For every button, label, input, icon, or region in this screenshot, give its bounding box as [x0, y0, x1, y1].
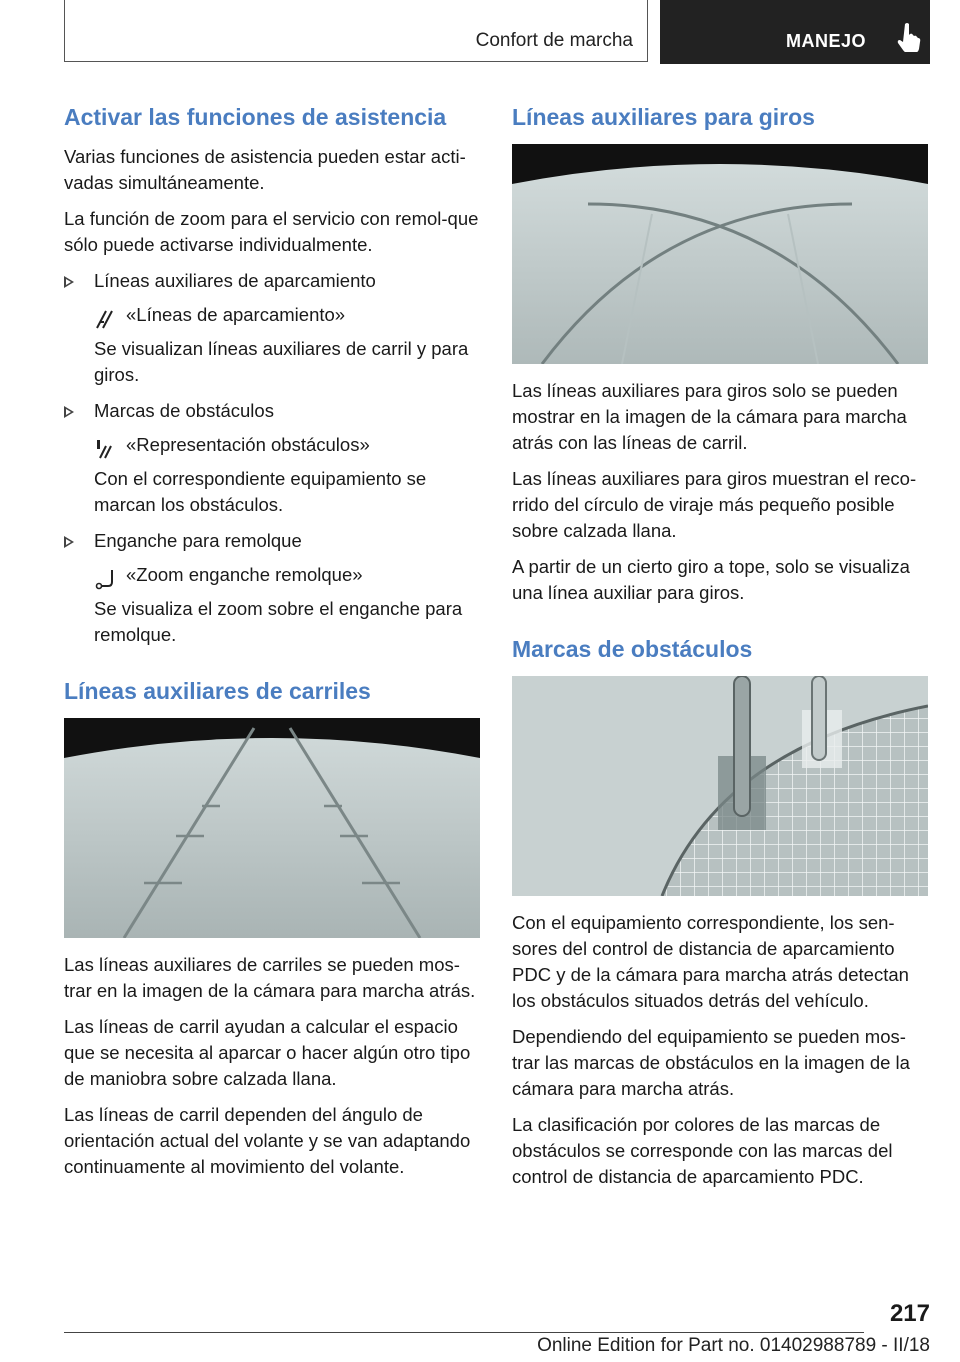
paragraph: Con el equipamiento correspondiente, los sen-sores del control de distancia de aparcamiento PDC y de la cámara para marcha atrás detectan los obstáculos situados detrás del vehículo. [512, 912, 909, 1011]
header-chapter-title: MANEJO [786, 31, 867, 51]
list-item-obstacle-marks [64, 398, 480, 518]
paragraph: Las líneas de carril ayudan a calcular el espacio que se necesita al aparcar o hacer algún otro tipo de maniobra sobre calzada llana. [64, 1016, 471, 1089]
paragraph: La función de zoom para el servicio con remol-que sólo puede activarse individualmente. [64, 208, 479, 255]
obstacle-marks-camera-image [512, 676, 928, 896]
pointing-hand-icon [896, 22, 922, 52]
bullet-triangle-icon [64, 536, 74, 548]
menu-option-label: «Representación obstáculos» [126, 434, 370, 455]
paragraph: Dependiendo del equipamiento se pueden mos-trar las marcas de obstáculos en la imagen de la cámara para marcha atrás. [512, 1026, 910, 1099]
page-header [64, 0, 930, 64]
heading-turn-lines: Líneas auxiliares para giros [512, 104, 815, 130]
heading-obstacle-marks: Marcas de obstáculos [512, 636, 753, 662]
menu-option-label: «Líneas de aparcamiento» [126, 304, 346, 325]
list-item-title: Marcas de obstáculos [94, 400, 274, 421]
paragraph: Las líneas auxiliares para giros solo se pueden mostrar en la imagen de la cámara para marcha atrás con las líneas de carril. [512, 380, 907, 453]
menu-option-label: «Zoom enganche remolque» [126, 564, 363, 585]
paragraph: A partir de un cierto giro a tope, solo se visualiza una línea auxiliar para giros. [512, 556, 910, 603]
header-section-title: Confort de marcha [475, 30, 633, 51]
heading-activate-assist: Activar las funciones de asistencia [64, 104, 447, 130]
trailer-hitch-icon [94, 568, 116, 590]
left-column [64, 100, 480, 1190]
heading-lane-lines: Líneas auxiliares de carriles [64, 678, 371, 704]
parking-lines-icon [94, 308, 116, 330]
header-chapter-tab [660, 0, 930, 64]
list-item-description: Se visualiza el zoom sobre el enganche para remolque. [94, 598, 463, 645]
list-item-title: Enganche para remolque [94, 530, 302, 551]
paragraph: Varias funciones de asistencia pueden estar acti-vadas simultáneamente. [64, 146, 466, 193]
footer-divider [64, 1332, 864, 1333]
list-item-trailer-hitch [64, 528, 480, 648]
paragraph: La clasificación por colores de las marcas de obstáculos se corresponde con las marcas del control de distancia de aparcamiento PDC. [512, 1114, 893, 1187]
list-item-description: Con el correspondiente equipamiento se marcan los obstáculos. [94, 468, 427, 515]
header-section-box [64, 0, 648, 62]
obstacle-marking-icon [94, 438, 116, 460]
bullet-triangle-icon [64, 406, 74, 418]
paragraph: Las líneas auxiliares de carriles se pueden mos-trar en la imagen de la cámara para marcha atrás. [64, 954, 476, 1001]
list-item-parking-lines [64, 268, 480, 388]
bullet-triangle-icon [64, 276, 74, 288]
list-item-title: Líneas auxiliares de aparcamiento [94, 270, 376, 291]
edition-text: Online Edition for Part no. 01402988789 - II/18 [537, 1335, 930, 1356]
paragraph: Las líneas de carril dependen del ángulo de orientación actual del volante y se van adaptando continuamente al movimiento del volante. [64, 1104, 471, 1177]
list-item-description: Se visualizan líneas auxiliares de carril y para giros. [94, 338, 469, 385]
turn-lines-camera-image [512, 144, 928, 364]
lane-lines-camera-image [64, 718, 480, 938]
page-number: 217 [889, 1300, 930, 1327]
paragraph: Las líneas auxiliares para giros muestran el reco-rrido del círculo de viraje más pequeño posible sobre calzada llana. [512, 468, 917, 541]
right-column [512, 100, 928, 1200]
